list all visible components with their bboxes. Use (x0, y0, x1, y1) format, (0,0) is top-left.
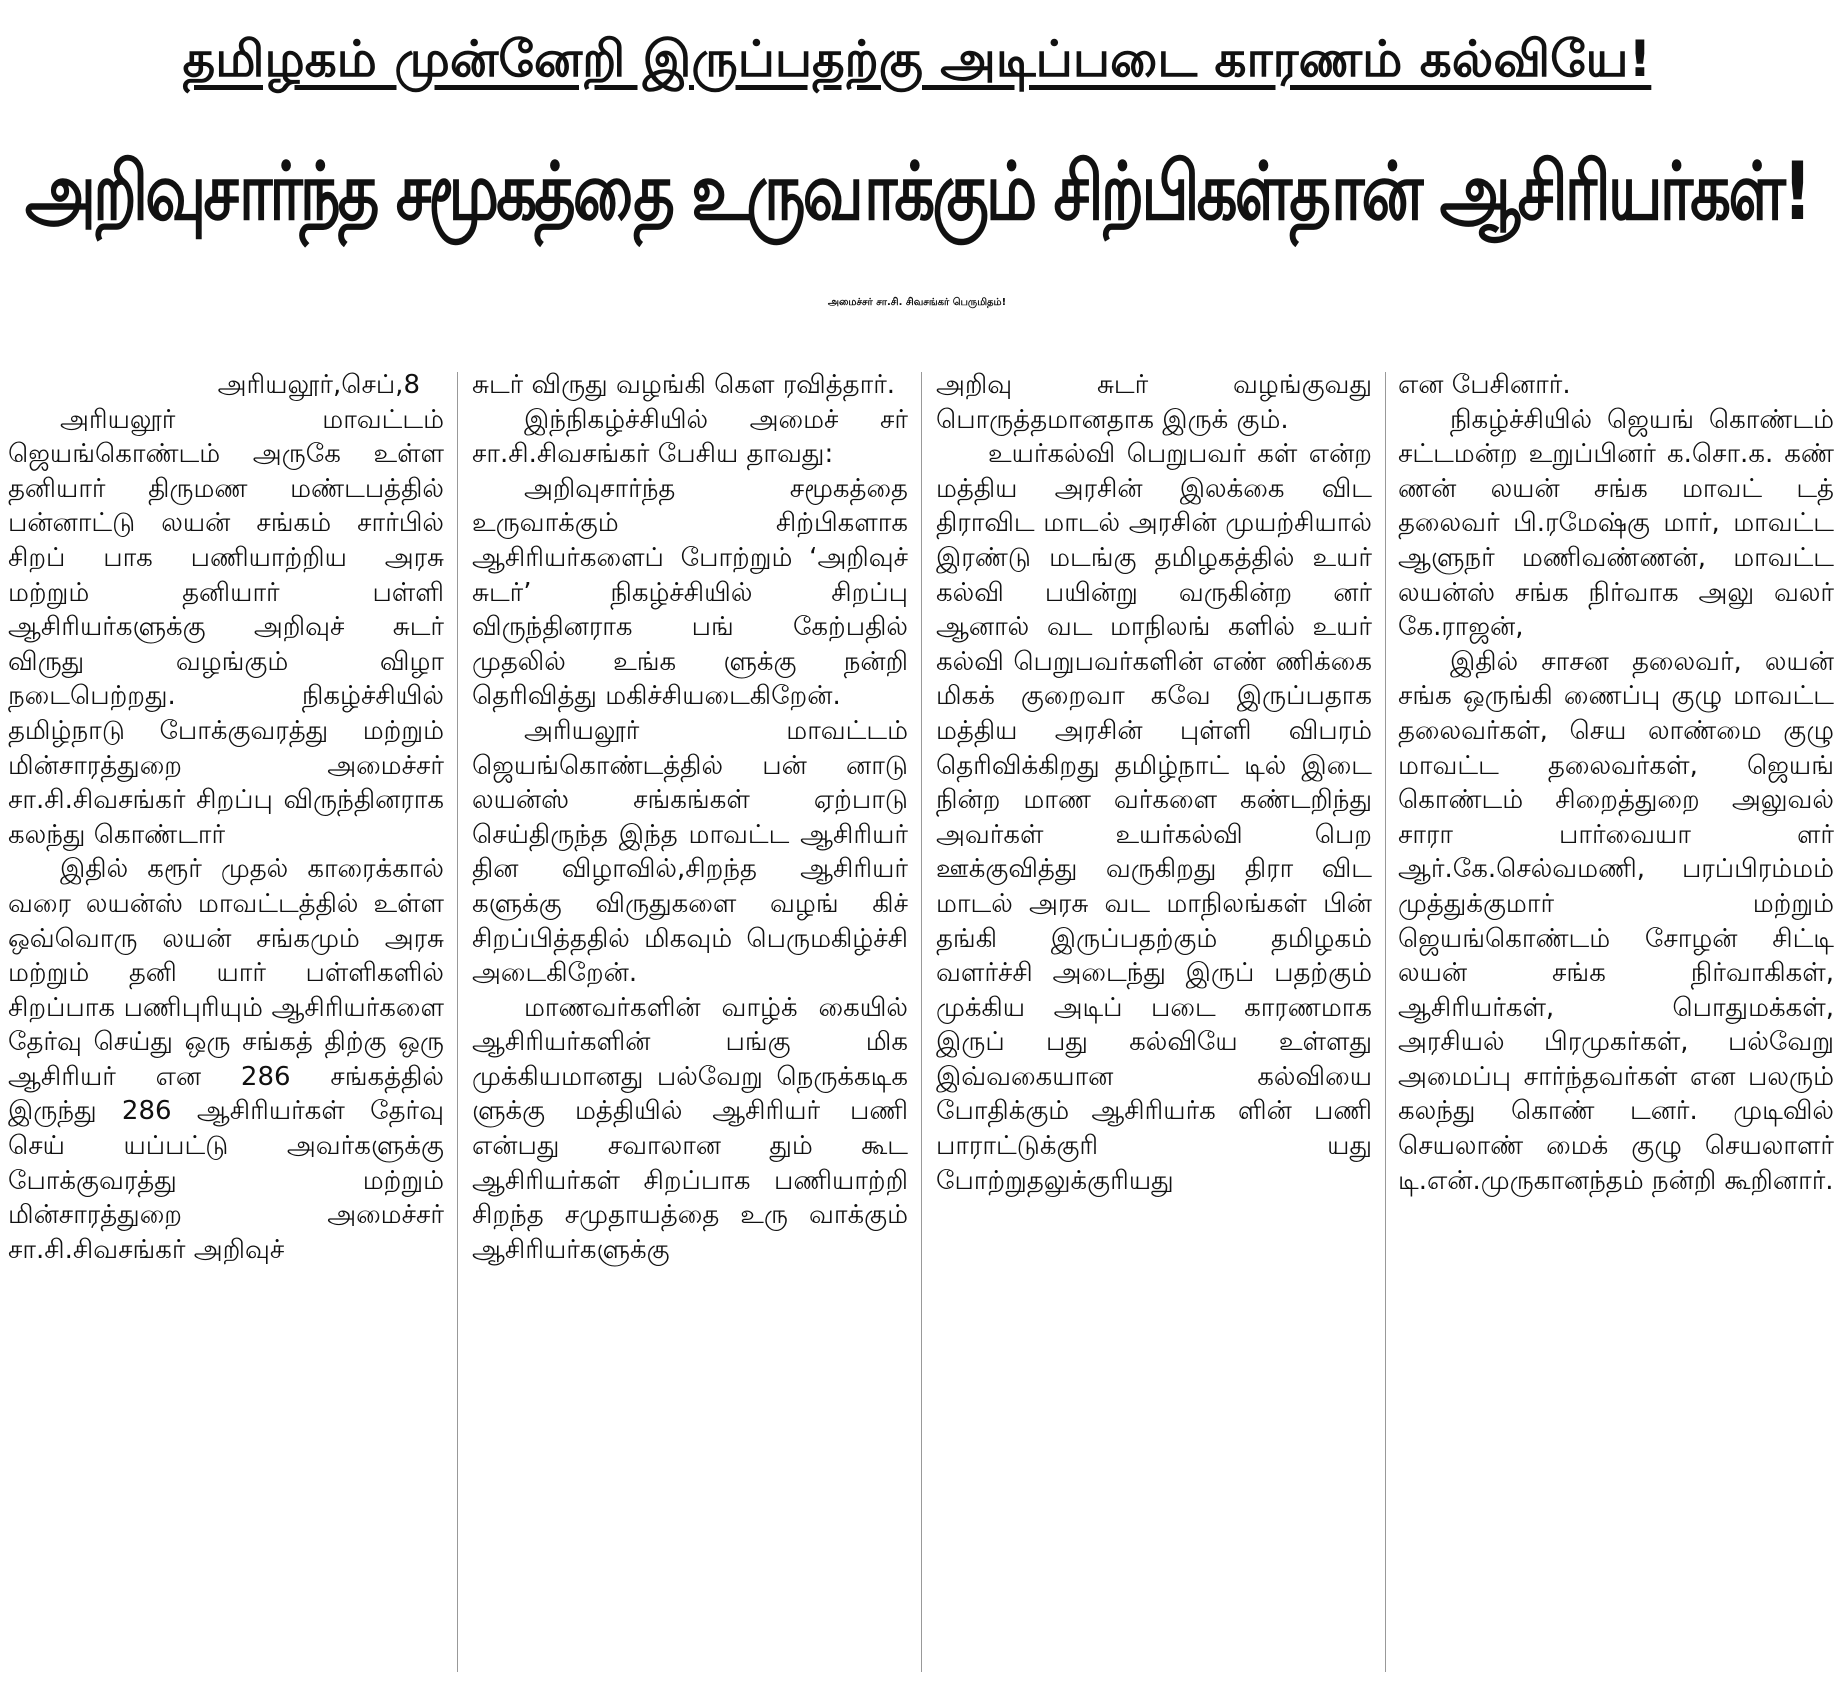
kicker-headline (0, 28, 1834, 90)
column-divider-2 (921, 372, 922, 1672)
paragraph: மாணவர்களின் வாழ்க் கையில் ஆசிரியர்களின் பங்கு மிக முக்கியமானது பல்வேறு நெருக்கடிக ளுக்கு மத்தியில் ஆசிரியர் பணி என்பது சவாலான தும் கூட ஆசிரியர்கள் சிறப்பாக பணியாற்றி சிறந்த சமுதாயத்தை உரு வாக்கும் ஆசிரியர்களுக்கு (472, 992, 908, 1265)
article-column-4 (1398, 368, 1834, 1678)
paragraph: அறிவு சுடர் வழங்குவது பொருத்தமானதாக இருக் கும். (936, 370, 1372, 435)
paragraph: என பேசினார். (1398, 370, 1571, 400)
kicker-text: தமிழகம் முன்னேறி இருப்பதற்கு அடிப்படை காரணம் கல்வியே! (182, 30, 1652, 88)
paragraph: உயர்கல்வி பெறுபவர் கள் என்ற மத்திய அரசின் இலக்கை விட திராவிட மாடல் அரசின் முயற்சியால் இரண்டு மடங்கு தமிழகத்தில் உயர் கல்வி பயின்று வருகின்ற னர் ஆனால் வட மாநிலங் களில் உயர் கல்வி பெறுபவர்களின் எண் ணிக்கை மிகக் குறைவா கவே இருப்பதாக மத்திய அரசின் புள்ளி விபரம் தெரிவிக்கிறது தமிழ்நாட் டில் இடை நின்ற மாண வர்களை கண்டறிந்து அவர்கள் உயர்கல்வி பெற ஊக்குவித்து வருகிறது திரா விட மாடல் அரசு வட மாநிலங்கள் பின் தங்கி இருப்பதற்கும் தமிழகம் வளர்ச்சி அடைந்து இருப் பதற்கும் முக்கிய அடிப் படை காரணமாக இருப் பது கல்வியே உள்ளது இவ்வகையான கல்வியை போதிக்கும் ஆசிரியர்க ளின் பணி பாராட்டுக்குரி யது போற்றுதலுக்குரியது (936, 439, 1372, 1196)
article-column-1 (8, 368, 444, 1678)
paragraph: இதில் கரூர் முதல் காரைக்கால் வரை லயன்ஸ் மாவட்டத்தில் உள்ள ஒவ்வொரு லயன் சங்கமும் அரசு மற்றும் தனி யார் பள்ளிகளில் சிறப்பாக பணிபுரியும் ஆசிரியர்களை தேர்வு செய்து ஒரு சங்கத் திற்கு ஒரு ஆசிரியர் என 286 சங்கத்தில் இருந்து 286 ஆசிரியர்கள் தேர்வு செய் யப்பட்டு அவர்களுக்கு போக்குவரத்து மற்றும் மின்சாரத்துறை அமைச்சர் சா.சி.சிவசங்கர் அறிவுச் (8, 854, 444, 1265)
paragraph: நிகழ்ச்சியில் ஜெயங் கொண்டம் சட்டமன்ற உறுப்பினர் க.சொ.க. கண் ணன் லயன் சங்க மாவட் டத் தலைவர் பி.ரமேஷ்கு மார், மாவட்ட ஆளுநர் மணிவண்ணன், மாவட்ட லயன்ஸ் சங்க நிர்வாக அலு வலர் கே.ராஜன், (1398, 404, 1834, 643)
main-headline: அறிவுசார்ந்த சமூகத்தை உருவாக்கும் சிற்பிகள்தான் ஆசிரியர்கள்! (24, 146, 1810, 239)
paragraph: இந்நிகழ்ச்சியில் அமைச் சர் சா.சி.சிவசங்கர் பேசிய தாவது: (472, 404, 908, 470)
paragraph: அரியலூர் மாவட்டம் ஜெயங்கொண்டத்தில் பன் னாடு லயன்ஸ் சங்கங்கள் ஏற்பாடு செய்திருந்த இந்த மாவட்ட ஆசிரியர் தின விழாவில்,சிறந்த ஆசிரியர் களுக்கு விருதுகளை வழங் கிச் சிறப்பித்ததில் மிகவும் பெருமகிழ்ச்சி அடைகிறேன். (472, 715, 908, 989)
article-column-2 (472, 368, 908, 1678)
sub-headline: அமைச்சர் சா.சி. சிவசங்கர் பெருமிதம்! (827, 297, 1007, 308)
paragraph: அரியலூர் மாவட்டம் ஜெயங்கொண்டம் அருகே உள்ள தனியார் திருமண மண்டபத்தில் பன்னாட்டு லயன் சங்கம் சார்பில் சிறப் பாக பணியாற்றிய அரசு மற்றும் தனியார் பள்ளி ஆசிரியர்களுக்கு அறிவுச் சுடர் விருது வழங்கும் விழா நடைபெற்றது. நிகழ்ச்சியில் தமிழ்நாடு போக்குவரத்து மற்றும் மின்சாரத்துறை அமைச்சர் சா.சி.சிவசங்கர் சிறப்பு விருந்தினராக கலந்து கொண்டார் (8, 404, 444, 850)
column-divider-3 (1385, 372, 1386, 1672)
column-divider-1 (457, 372, 458, 1672)
article-column-3 (936, 368, 1372, 1678)
paragraph: அறிவுசார்ந்த சமூகத்தை உருவாக்கும் சிற்பிகளாக ஆசிரியர்களைப் போற்றும் ‘அறிவுச் சுடர்’ நிகழ்ச்சியில் சிறப்பு விருந்தினராக பங் கேற்பதில் முதலில் உங்க ளுக்கு நன்றி தெரிவித்து மகிச்சியடைகிறேன். (472, 473, 908, 712)
paragraph: இதில் சாசன தலைவர், லயன் சங்க ஒருங்கி ணைப்பு குழு மாவட்ட தலைவர்கள், செய லாண்மை குழு மாவட்ட தலைவர்கள், ஜெயங் கொண்டம் சிறைத்துறை அலுவல் சாரா பார்வையா ளர் ஆர்.கே.செல்வமணி, பரப்பிரம்மம் முத்துக்குமார் மற்றும் ஜெயங்கொண்டம் சோழன் சிட்டி லயன் சங்க நிர்வாகிகள், ஆசிரியர்கள், பொதுமக்கள், அரசியல் பிரமுகர்கள், பல்வேறு அமைப்பு சார்ந்தவர்கள் என பலரும் கலந்து கொண் டனர். முடிவில் செயலாண் மைக் குழு செயலாளர் டி.என்.முருகானந்தம் நன்றி கூறினார். (1398, 646, 1834, 1196)
paragraph: சுடர் விருது வழங்கி கௌ ரவித்தார். (472, 370, 896, 400)
dateline: அரியலூர்,செப்,8 (217, 370, 420, 400)
